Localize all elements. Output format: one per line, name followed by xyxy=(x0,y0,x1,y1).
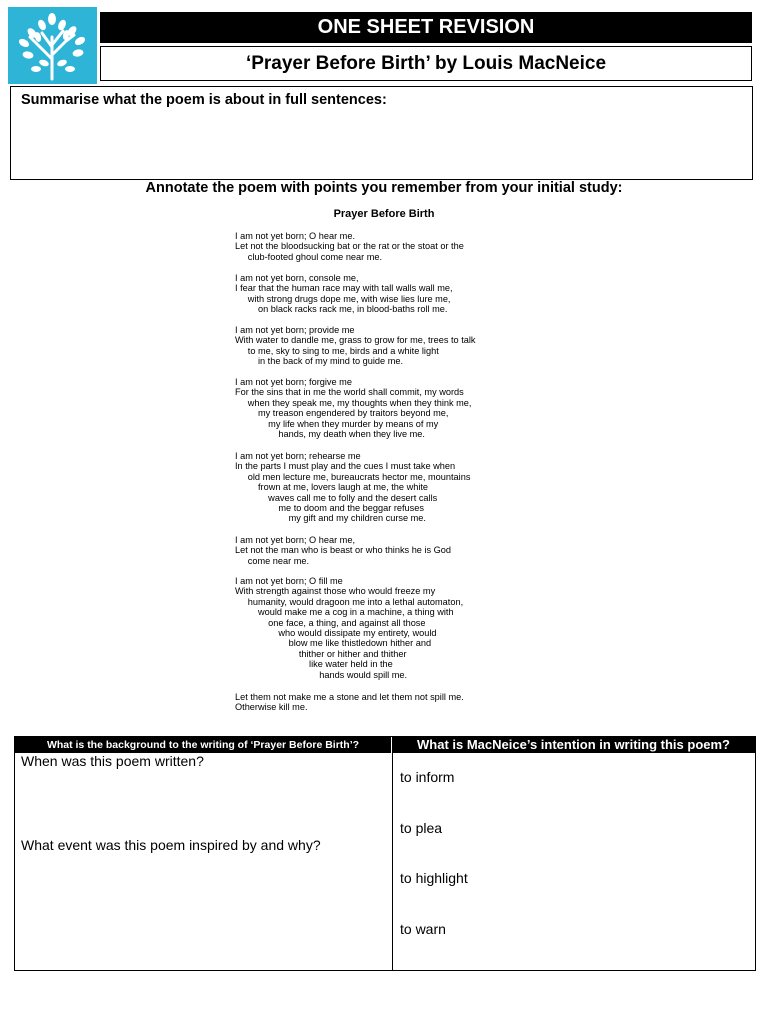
poem-line: with strong drugs dope me, with wise lies lure me, xyxy=(235,293,451,304)
question-when-written: When was this poem written? xyxy=(21,753,204,769)
poem-line: come near me. xyxy=(235,555,310,566)
annotate-instruction: Annotate the poem with points you remember from your initial study: xyxy=(145,180,623,196)
poem-stanza xyxy=(235,325,476,367)
option-warn[interactable]: to warn xyxy=(400,921,446,937)
poem-stanza xyxy=(235,535,451,566)
poem-line: I am not yet born; provide me xyxy=(235,325,355,335)
option-plea[interactable]: to plea xyxy=(400,820,443,836)
poem-line: In the parts I must play and the cues I must take when xyxy=(235,461,456,472)
poem-stanza xyxy=(235,451,470,524)
poem-line: Otherwise kill me. xyxy=(235,702,308,713)
poem-line: thither or hither and thither xyxy=(235,648,407,659)
poem-line: I am not yet born; O fill me xyxy=(235,576,343,586)
poem-line: frown at me, lovers laugh at me, the white xyxy=(235,482,429,493)
poem-line: waves call me to folly and the desert calls xyxy=(235,492,438,503)
intention-header: What is MacNeice’s intention in writing this poem? xyxy=(392,737,755,753)
poem-line: Let not the bloodsucking bat or the rat or the stoat or the xyxy=(235,241,464,252)
question-event-inspired: What event was this poem inspired by and why? xyxy=(21,837,321,853)
background-header: What is the background to the writing of ‘Prayer Before Birth’? xyxy=(15,737,391,753)
poem-line: my treason engendered by traitors beyond me, xyxy=(235,408,449,419)
tree-icon xyxy=(8,7,97,84)
poem-line: when they speak me, my thoughts when they think me, xyxy=(235,397,472,408)
summary-box[interactable] xyxy=(10,86,753,180)
poem-line: blow me like thistledown hither and xyxy=(235,638,432,649)
poem-line: on black racks rack me, in blood-baths roll me. xyxy=(235,304,448,315)
page-title: ‘Prayer Before Birth’ by Louis MacNeice xyxy=(100,46,752,81)
question-table xyxy=(14,736,756,971)
poem-line: I fear that the human race may with tall walls wall me, xyxy=(235,283,453,294)
poem-line: hands would spill me. xyxy=(235,669,408,680)
poem-line: I am not yet born; O hear me, xyxy=(235,535,356,545)
poem-stanza xyxy=(235,377,471,439)
poem-line: I am not yet born, console me, xyxy=(235,273,359,283)
poem-line: Let them not make me a stone and let them not spill me. xyxy=(235,692,464,702)
table-divider xyxy=(392,753,393,970)
poem-line: my life when they murder by means of my xyxy=(235,418,439,429)
poem-line: one face, a thing, and against all those xyxy=(235,617,426,628)
poem-stanza xyxy=(235,231,464,262)
page-banner: ONE SHEET REVISION xyxy=(100,12,752,43)
poem-line: With water to dandle me, grass to grow for me, trees to talk xyxy=(235,335,476,346)
poem-line: who would dissipate my entirety, would xyxy=(235,628,437,639)
poem-line: Let not the man who is beast or who thinks he is God xyxy=(235,545,452,556)
poem-line: I am not yet born; O hear me. xyxy=(235,231,356,241)
option-highlight[interactable]: to highlight xyxy=(400,870,468,886)
poem-stanza xyxy=(235,273,453,315)
poem-line: I am not yet born; rehearse me xyxy=(235,451,361,461)
poem-line: to me, sky to sing to me, birds and a white light xyxy=(235,345,439,356)
poem-line: me to doom and the beggar refuses xyxy=(235,503,424,514)
poem-line: my gift and my children curse me. xyxy=(235,513,426,524)
poem-line: club-footed ghoul come near me. xyxy=(235,251,383,262)
poem-line: humanity, would dragoon me into a lethal automaton, xyxy=(235,596,464,607)
summary-label: Summarise what the poem is about in full sentences: xyxy=(21,92,387,108)
poem-line: hands, my death when they live me. xyxy=(235,429,425,440)
poem-line: would make me a cog in a machine, a thing with xyxy=(235,607,454,618)
poem-stanza xyxy=(235,692,464,713)
poem-stanza xyxy=(235,576,463,680)
option-inform[interactable]: to inform xyxy=(400,769,455,785)
poem-line: old men lecture me, bureaucrats hector me, mountains xyxy=(235,471,471,482)
poem-line: in the back of my mind to guide me. xyxy=(235,356,404,367)
poem-line: For the sins that in me the world shall commit, my words xyxy=(235,387,464,398)
poem-line: like water held in the xyxy=(235,659,393,670)
logo xyxy=(8,7,97,84)
poem-title: Prayer Before Birth xyxy=(333,208,435,220)
poem-line: With strength against those who would freeze my xyxy=(235,586,436,597)
poem-line: I am not yet born; forgive me xyxy=(235,377,352,387)
